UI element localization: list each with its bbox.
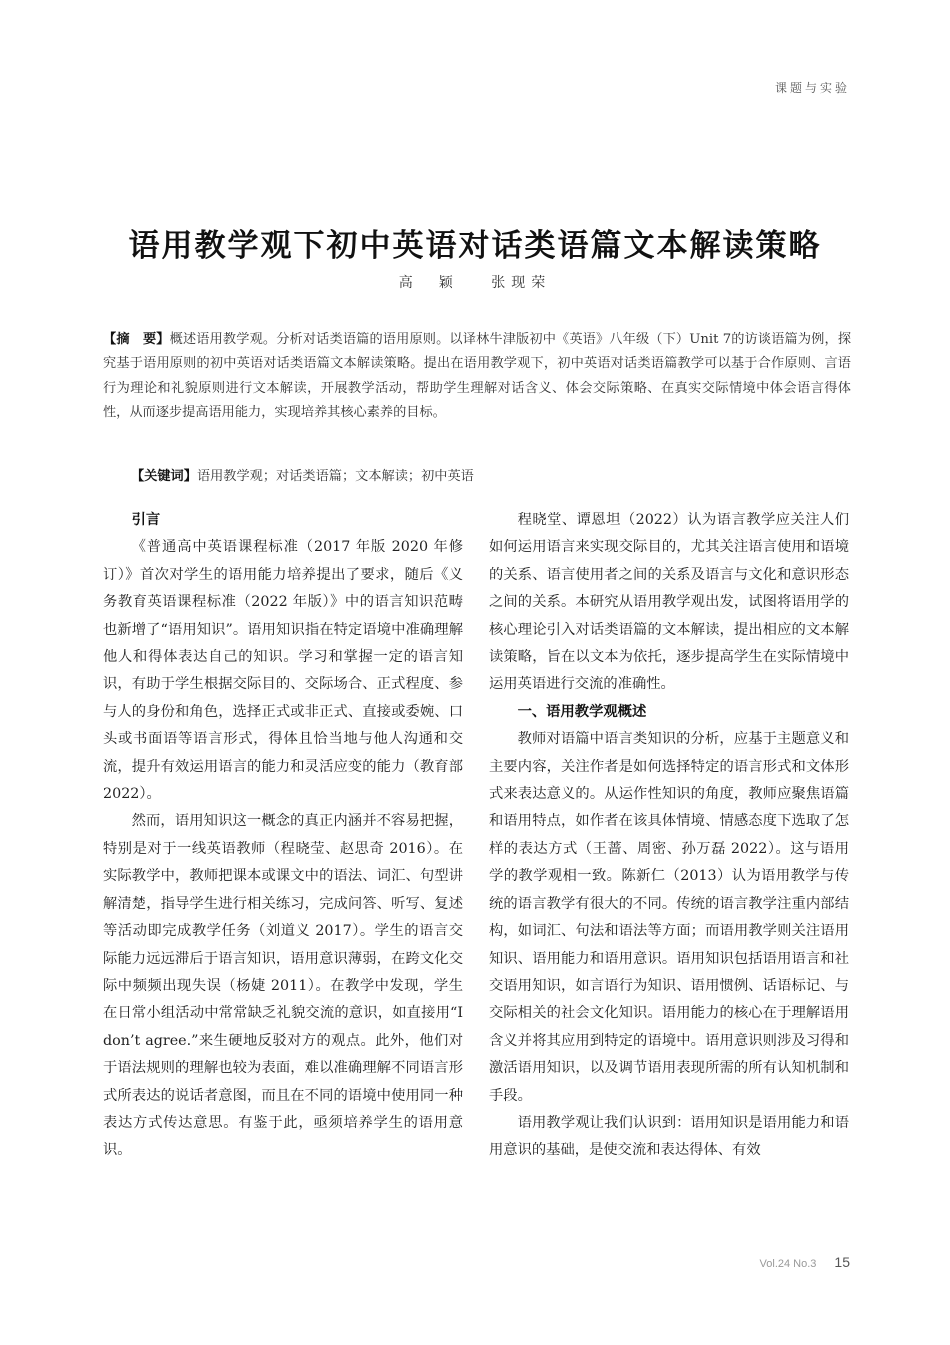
section-header: 课题与实验 [774,81,850,95]
paragraph: 然而，语用知识这一概念的真正内涵并不容易把握，特别是对于一线英语教师（程晓莹、赵思奇 2016）。在实际教学中，教师把课本或课文中的语法、词汇、句型讲解清楚，指导学生进行相关练习，完成问答、听写、复述等活动即完成教学任务（刘道义 2017）。学生的语言交际能力远远滞后于语言知识，语用意识薄弱，在跨文化交际中频频出现失误（杨婕 2011）。在教学中发现，学生在日常小组活动中常常缺乏礼貌交流的意识，如直接用“I don’t agree.”来生硬地反驳对方的观点。此外，他们对于语法规则的理解也较为表面，难以准确理解不同语言形式所表达的说话者意图，而且在不同的语境中使用同一种表达方式传达意思。有鉴于此，亟须培养学生的语用意识。 [103,813,463,1159]
authors [0,272,950,292]
intro-heading: 引言 [131,512,161,528]
paragraph: 程晓堂、谭恩坦（2022）认为语言教学应关注人们如何运用语言来实现交际目的，尤其关注语言使用和语境的关系、语言使用者之间的关系及语言与文化和意识形态之间的关系。本研究从语用教学观出发，试图将语用学的核心理论引入对话类语篇的文本解读，提出相应的文本解读策略，旨在以文本为依托，逐步提高学生在实际情境中运用英语进行交流的准确性。 [489,512,849,693]
abstract-text: 概述语用教学观。分析对话类语篇的语用原则。以译林牛津版初中《英语》八年级（下）Unit 7的访谈语篇为例，探究基于语用原则的初中英语对话类语篇文本解读策略。提出在语用教学观下，初中英语对话类语篇教学可以基于合作原则、言语行为理论和礼貌原则进行文本解读，开展教学活动，帮助学生理解对话含义、体会交际策略、在真实交际情境中体会语言得体性，从而逐步提高语用能力，实现培养其核心素养的目标。 [103,332,852,421]
volume-info: Vol.24 No.3 [759,1258,817,1270]
keywords-label: 【关键词】 [131,469,197,484]
paragraph: 《普通高中英语课程标准（2017 年版 2020 年修订）》首次对学生的语用能力培养提出了要求，随后《义务教育英语课程标准（2022 年版）》中的语言知识范畴也新增了“语用知识”。语用知识指在特定语境中准确理解他人和得体表达自己的知识。学习和掌握一定的语言知识，有助于学生根据交际目的、交际场合、正式程度、参与人的身份和角色，选择正式或非正式、直接或委婉、口头或书面语等语言形式，得体且恰当地与他人沟通和交流，提升有效运用语言的能力和灵活应变的能力（教育部 2022）。 [103,539,463,803]
right-column [489,507,849,1165]
left-column [103,507,463,1165]
abstract [103,328,851,426]
author-1: 高 颖 [398,275,459,291]
keywords [131,466,851,488]
section-heading: 一、语用教学观概述 [517,703,647,720]
page-number: 15 [834,1254,850,1270]
keywords-text: 语用教学观；对话类语篇；文本解读；初中英语 [196,469,474,484]
paragraph: 语用教学观让我们认识到：语用知识是语用能力和语用意识的基础，是使交流和表达得体、有效 [489,1114,849,1159]
footer [760,1254,850,1270]
article-title: 语用教学观下初中英语对话类语篇文本解读策略 [128,228,822,264]
author-2: 张现荣 [491,275,552,291]
paragraph: 教师对语篇中语言类知识的分析，应基于主题意义和主要内容，关注作者是如何选择特定的语言形式和文体形式来表达意义的。从运作性知识的角度，教师应聚焦语篇和语用特点，如作者在该具体情境、情感态度下选取了怎样的表达方式（王蔷、周密、孙万磊 2022）。这与语用学的教学观相一致。陈新仁（2013）认为语用教学与传统的语言教学有很大的不同。传统的语言教学注重内部结构，如词汇、句法和语法等方面；而语用教学则关注语用知识、语用能力和语用意识。语用知识包括语用语言和社交语用知识，如言语行为知识、语用惯例、话语标记、与交际相关的社会文化知识。语用能力的核心在于理解语用含义并将其应用到特定的语境中。语用意识则涉及习得和激活语用知识，以及调节语用表现所需的所有认知机制和手段。 [489,731,849,1104]
abstract-label: 【摘 要】 [103,332,170,347]
